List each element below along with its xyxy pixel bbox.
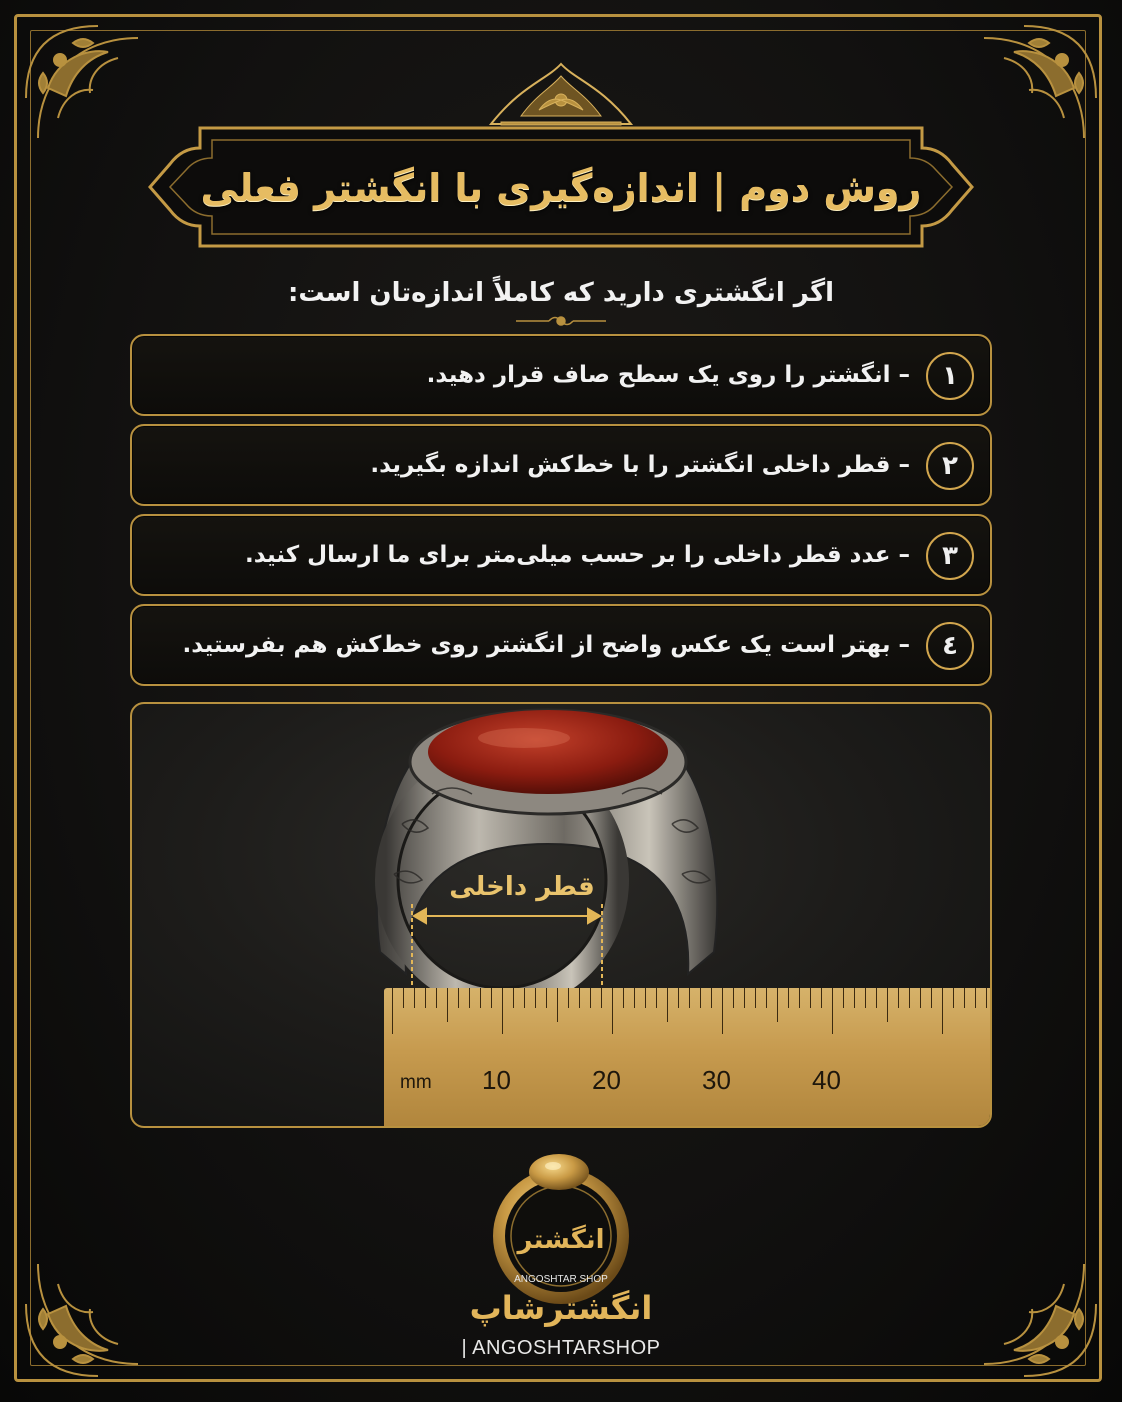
ruler-tick [480,988,481,1008]
ruler-tick [953,988,954,1008]
ruler-tick [898,988,899,1008]
ruler-tick [601,988,602,1008]
svg-text:انگشتر: انگشتر [517,1225,605,1255]
ruler-tick [854,988,855,1008]
ruler-tick [700,988,701,1008]
step-number-badge: ۱ [926,352,974,400]
ruler-tick [931,988,932,1008]
ruler-tick [403,988,404,1008]
ruler-tick [667,988,668,1022]
ruler-tick [788,988,789,1008]
step-4 [130,604,992,686]
corner-ornament-icon [18,1234,168,1384]
ruler [384,988,992,1128]
ruler-label: 30 [702,1065,731,1095]
ruler-tick [513,988,514,1008]
ruler-tick [722,988,723,1034]
ruler-tick [590,988,591,1008]
subtitle: اگر انگشتری دارید که کاملاً اندازه‌تان است: [287,278,835,308]
ruler-tick [975,988,976,1008]
ruler-tick [392,988,393,1034]
ruler-tick [414,988,415,1008]
ruler-tick [623,988,624,1008]
ruler-tick [766,988,767,1008]
ruler-tick [469,988,470,1008]
ruler-tick [711,988,712,1008]
ruler-unit: mm [400,1072,432,1093]
step-number-badge: ٤ [926,622,974,670]
ruler-tick [689,988,690,1008]
ruler-tick [524,988,525,1008]
brand-name-fa: انگشترشاپ [469,1289,653,1327]
step-text: – عدد قطر داخلی را بر حسب میلی‌متر برای ما ارسال کنید. [245,542,910,568]
flourish-icon [511,312,611,330]
ruler-tick [678,988,679,1008]
step-3 [130,514,992,596]
ruler-tick [942,988,943,1034]
ruler-tick [568,988,569,1008]
step-number-badge: ۲ [926,442,974,490]
ruler-tick [810,988,811,1008]
ruler-tick [579,988,580,1008]
ruler-label: 40 [812,1065,841,1095]
svg-text:ANGOSHTAR SHOP: ANGOSHTAR SHOP [514,1274,608,1285]
ruler-tick [447,988,448,1022]
step-number-badge: ۳ [926,532,974,580]
page-title: روش دوم | اندازه‌گیری با انگشتر فعلی [200,166,922,210]
step-text: – بهتر است یک عکس واضح از انگشتر روی خط‌کش هم بفرستید. [182,632,910,658]
ruler-tick [920,988,921,1008]
ruler-tick [557,988,558,1022]
ruler-tick [865,988,866,1008]
ruler-tick [436,988,437,1008]
ruler-tick [458,988,459,1008]
step-text: – انگشتر را روی یک سطح صاف قرار دهید. [426,362,910,388]
ruler-tick [909,988,910,1008]
step-text: – قطر داخلی انگشتر را با خط‌کش اندازه بگیرید. [370,452,910,478]
ruler-tick [876,988,877,1008]
ruler-label: 10 [482,1065,511,1095]
step-1 [130,334,992,416]
ruler-tick [799,988,800,1008]
corner-ornament-icon [954,1234,1104,1384]
ruler-tick [634,988,635,1008]
step-2 [130,424,992,506]
ruler-tick [777,988,778,1022]
ruler-tick [425,988,426,1008]
ruler-tick [645,988,646,1008]
ruler-tick [755,988,756,1008]
ruler-tick [744,988,745,1008]
ruler-tick [832,988,833,1034]
ruler-tick [986,988,987,1008]
ruler-tick [502,988,503,1034]
brand-name-en: | ANGOSHTARSHOP [461,1337,661,1359]
ruler-tick [964,988,965,1008]
inner-diameter-label: قطر داخلی [449,872,595,902]
ruler-tick [821,988,822,1008]
ruler-tick [546,988,547,1008]
ruler-tick [535,988,536,1008]
ruler-tick [887,988,888,1022]
ruler-tick [656,988,657,1008]
ring-on-ruler-photo [130,702,992,1128]
ruler-tick [491,988,492,1008]
ruler-tick [843,988,844,1008]
ruler-tick [733,988,734,1008]
ruler-label: 20 [592,1065,621,1095]
ruler-tick [612,988,613,1034]
